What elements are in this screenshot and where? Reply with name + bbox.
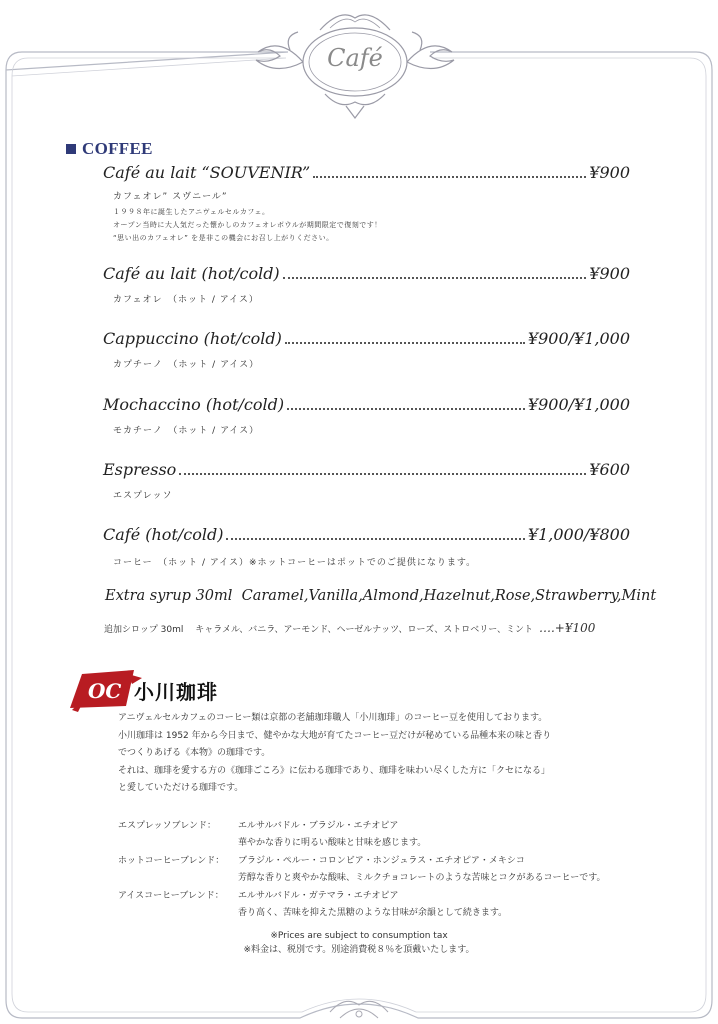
menu-item-cafe-au-lait bbox=[103, 264, 630, 283]
emblem-title: Café bbox=[327, 44, 383, 72]
blend-taste: 華やかな香りに明るい酸味と甘味を感じます。 bbox=[238, 838, 427, 849]
item-jp-name: カプチーノ （ホット / アイス） bbox=[113, 360, 260, 370]
logo-text: OC bbox=[88, 679, 122, 703]
item-jp-name: コーヒー （ホット / アイス）※ホットコーヒーはポットでのご提供になります。 bbox=[113, 558, 477, 568]
menu-item-cafe bbox=[103, 525, 630, 544]
item-name: Espresso bbox=[103, 460, 177, 479]
section-title: COFFEE bbox=[82, 139, 153, 158]
dot-leader bbox=[283, 277, 587, 279]
blend-item-hot bbox=[118, 853, 678, 888]
syrup-jp-text: 追加シロップ 30ml キャラメル、バニラ、アーモンド、ヘーゼルナッツ、ローズ、ストロベリー、ミント bbox=[104, 625, 533, 635]
syrup-flavors: Caramel,Vanilla,Almond,Hazelnut,Rose,Strawberry,Mint bbox=[241, 588, 657, 604]
item-name: Café au lait (hot/cold) bbox=[103, 264, 280, 283]
blend-name: アイスコーヒーブレンド： bbox=[118, 890, 224, 901]
item-name: Café (hot/cold) bbox=[103, 525, 224, 544]
item-jp-name: カフェオレ （ホット / アイス） bbox=[113, 295, 259, 305]
item-jp-name: モカチーノ （ホット / アイス） bbox=[113, 426, 260, 436]
about-line: でつくりあげる《本物》の珈琲です。 bbox=[118, 748, 271, 759]
about-line: と愛していただける珈琲です。 bbox=[118, 783, 244, 794]
item-price: ¥600 bbox=[589, 460, 630, 479]
blend-taste: 香り高く、苦味を抑えた黒糖のような甘味が余韻として続きます。 bbox=[238, 908, 508, 919]
item-price: ¥900 bbox=[589, 264, 630, 283]
square-bullet-icon bbox=[66, 144, 76, 154]
item-price: ¥900/¥1,000 bbox=[527, 329, 630, 348]
description-line: １９９８年に誕生したアニヴェルセルカフェ。 bbox=[113, 208, 270, 216]
about-line: アニヴェルセルカフェのコーヒー類は京都の老舗珈琲職人「小川珈琲」のコーヒー豆を使用しております。 bbox=[118, 713, 548, 723]
blend-name: エスプレッソブレンド： bbox=[118, 821, 216, 831]
brand-name: 小川珈琲 bbox=[134, 680, 218, 704]
description-line: “思い出のカフェオレ” を是非この機会にお召し上がりください。 bbox=[113, 234, 334, 242]
blend-list bbox=[118, 818, 678, 922]
blend-origins: ブラジル・ペルー・コロンビア・ホンジュラス・エチオピア・メキシコ bbox=[238, 855, 525, 866]
item-name: Mochaccino (hot/cold) bbox=[103, 395, 285, 414]
menu-item-cappuccino bbox=[103, 329, 630, 348]
tax-note-en: ※Prices are subject to consumption tax bbox=[270, 931, 448, 941]
extra-syrup-jp-row bbox=[104, 621, 674, 635]
blend-item-espresso bbox=[118, 818, 678, 853]
dot-leader bbox=[313, 176, 586, 178]
menu-item-espresso bbox=[103, 460, 630, 479]
dot-leader bbox=[226, 538, 524, 540]
item-jp-name: エスプレッソ bbox=[113, 491, 173, 501]
brand-about bbox=[118, 710, 638, 798]
extra-syrup-row bbox=[105, 588, 656, 604]
description-line: オープン当時に大人気だった懐かしのカフェオレボウルが期間限定で復刻です！ bbox=[113, 221, 382, 229]
syrup-label: Extra syrup 30ml bbox=[105, 588, 233, 604]
syrup-price: ….+¥100 bbox=[538, 621, 596, 635]
section-heading bbox=[66, 139, 153, 159]
item-description bbox=[113, 206, 382, 245]
dot-leader bbox=[287, 408, 525, 410]
blend-origins: エルサルバドル・ガテマラ・エチオピア bbox=[238, 890, 399, 901]
blend-origins: エルサルバドル・ブラジル・エチオピア bbox=[238, 821, 399, 831]
dot-leader bbox=[285, 342, 525, 344]
menu-item-mochaccino bbox=[103, 395, 630, 414]
about-line: 小川珈琲は 1952 年から今日まで、健やかな大地が育てたコーヒー豆だけが秘めている品種本来の味と香り bbox=[118, 730, 552, 741]
about-line: それは、珈琲を愛する方の《珈琲ごころ》に伝わる珈琲であり、珈琲を味わい尽くした方に「クセになる」 bbox=[118, 765, 551, 776]
dot-leader bbox=[179, 473, 586, 475]
item-price: ¥900 bbox=[589, 163, 630, 182]
blend-taste: 芳醇な香りと爽やかな酸味、ミルクチョコレートのような苦味とコクがあるコーヒーです。 bbox=[238, 873, 606, 884]
item-price: ¥1,000/¥800 bbox=[527, 525, 630, 544]
item-price: ¥900/¥1,000 bbox=[527, 395, 630, 414]
item-name: Café au lait “SOUVENIR” bbox=[103, 163, 311, 182]
blend-item-iced bbox=[118, 888, 678, 923]
item-name: Cappuccino (hot/cold) bbox=[103, 329, 282, 348]
blend-name: ホットコーヒーブレンド： bbox=[118, 855, 225, 866]
item-jp-name: カフェオレ” スヴニール” bbox=[113, 192, 228, 202]
menu-item-cafe-au-lait-souvenir bbox=[103, 163, 630, 182]
tax-note-jp: ※料金は、税別です。別途消費税８％を頂戴いたします。 bbox=[243, 945, 475, 955]
